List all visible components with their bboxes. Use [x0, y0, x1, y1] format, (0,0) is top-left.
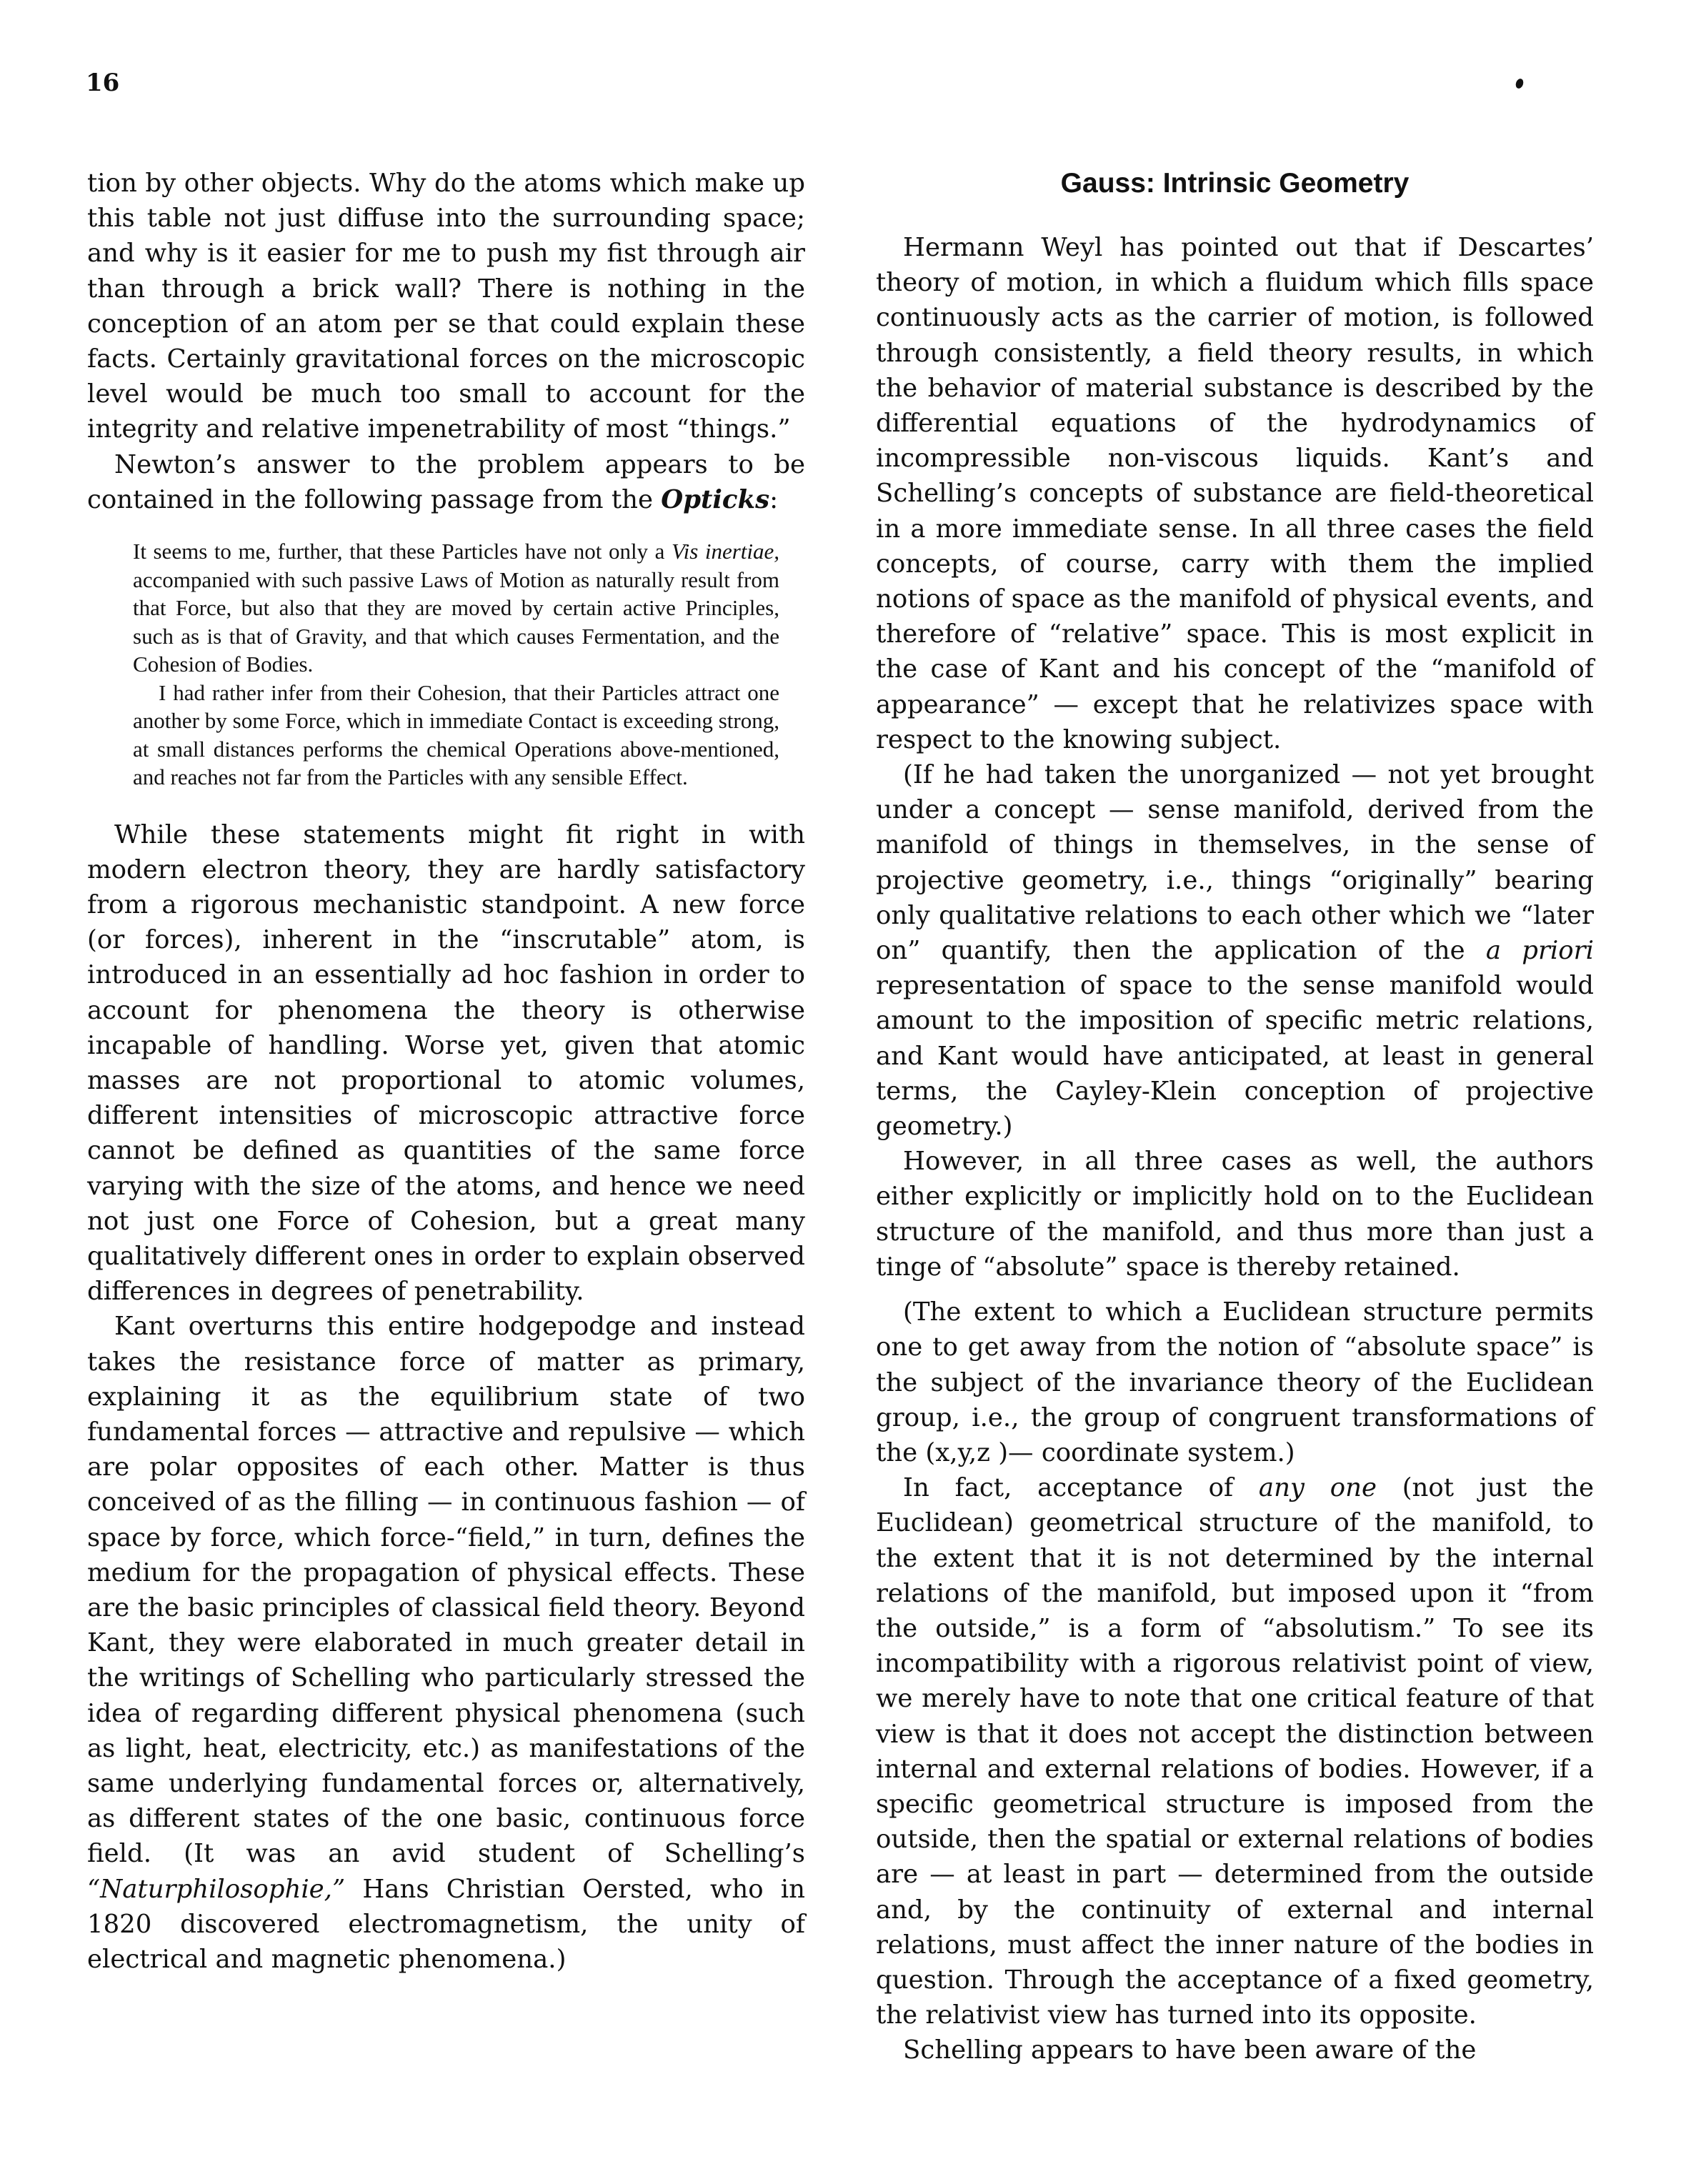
paragraph-kant-field: [87, 1309, 805, 1977]
ink-mark: [1515, 78, 1525, 90]
quotation-text: accompanied with such passive Laws of Motion as naturally result from that Force, but also that they are moved by certain active Principles, such as is that of Gravity, and that which causes Fermentation, and the Cohesion of Bodies.: [133, 567, 779, 677]
section-heading: Gauss: Intrinsic Geometry: [1060, 168, 1410, 199]
absolutism-text: In fact, acceptance of: [903, 1473, 1259, 1503]
paragraph-euclidean-structure: However, in all three cases as well, the authors either explicitly or implicitly hold on to the Euclidean structure of the manifold, and thus more than just a tinge of “absolute” space is thereby retained.: [876, 1147, 1594, 1282]
kant-paragraph-text: Hans Christian Oersted, who in 1820 discovered electromagnetism, the unity of electrical and magnetic phenomena.): [87, 1874, 805, 1975]
quotation-paragraph-2: I had rather infer from their Cohesion, that their Particles attract one another by some Force, which in immediate Contact is exceeding strong, at small distances performs the chemical Operations above-mentioned, and reaches not far from the Particles with any sensible Effect.: [133, 679, 779, 790]
opticks-title: Opticks: [661, 484, 770, 514]
paragraph-sense-manifold: [876, 757, 1594, 1144]
quotation-text: It seems to me, further, that these Particles have not only a: [133, 539, 672, 564]
page-number: 16: [86, 69, 120, 97]
kant-paragraph-text: Kant overturns this entire hodgepodge and instead takes the resistance force of matter as primary, explaining it as the equilibrium state of two fundamental forces — attractive and repulsive — which are polar opposites of each other. Matter is thus conceived of as the filling — in continuous fashion — of space by force, which force-“field,” in turn, defines the medium for the propagation of physical effects. These are the basic principles of classical field theory. Beyond Kant, they were elaborated in much greater detail in the writings of Schelling who particularly stressed the idea of regarding different physical phenomena (such as light, heat, electricity, etc.) as manifestations of the same underlying fundamental forces or, alternatively, as different states of the one basic, continuous force field. (It was an avid student of Schelling’s: [87, 1312, 805, 1869]
paragraph-absolutism: [876, 1470, 1594, 2033]
paragraph-electron-theory: While these statements might fit right in with modern electron theory, they are hardly satisfactory from a rigorous mechanistic standpoint. A new force (or forces), inherent in the “inscrutable” atom, is introduced in an essentially ad hoc fashion in order to account for phenomena the theory is otherwise incapable of handling. Worse yet, given that atomic masses are not proportional to atomic volumes, different intensities of microscopic attractive force cannot be defined as quantities of the same force varying with the size of the atoms, and hence we need not just one Force of Cohesion, but a great many qualitatively different ones in order to explain observed differences in degrees of penetrability.: [87, 819, 805, 1307]
newton-answer-lead: Newton’s answer to the problem appears to be contained in the following passage from the: [87, 449, 805, 514]
opticks-quotation: [133, 537, 779, 792]
paragraph-atoms: tion by other objects. Why do the atoms which make up this table not just diffuse into the surrounding space; and why is it easier for me to push my fist through air than through a brick wall? There is nothing in the conception of an atom per se that could explain these facts. Certainly gravitational forces on the microscopic level would be much too small to account for the integrity and relative impenetrability of most “things.”: [87, 169, 805, 444]
vis-inertiae-term: Vis inertiae,: [671, 539, 779, 564]
newton-answer-tail: :: [769, 484, 779, 514]
paragraph-schelling: Schelling appears to have been aware of the: [903, 2035, 1477, 2065]
left-column: [87, 166, 805, 1977]
a-priori-term: a priori: [1485, 936, 1594, 966]
sense-manifold-text: representation of space to the sense manifold would amount to the imposition of specific metric relations, and Kant would have anticipated, at least in general terms, the Cayley-Klein conception of projective geometry.): [876, 971, 1594, 1142]
paragraph-newton-answer: [87, 447, 805, 517]
sense-manifold-text: (If he had taken the unorganized — not yet brought under a concept — sense manifold, derived from the manifold of things in themselves, in the sense of projective geometry, i.e., things “originally” bearing only qualitative relations to each other which we “later on” quantify, then the application of the: [876, 760, 1594, 966]
absolutism-text: (not just the Euclidean) geometrical structure of the manifold, to the extent that it is not determined by the internal relations of the manifold, but imposed upon it “from the outside,” is a form of “absolutism.” To see its incompatibility with a rigorous relativist point of view, we merely have to note that one critical feature of that view is that it does not accept the distinction between internal and external relations of bodies. However, if a specific geometrical structure is imposed from the outside, then the spatial or external relations of bodies are — at least in part — determined from the outside and, by the continuity of external and internal relations, must affect the inner nature of the bodies in question. Through the acceptance of a fixed geometry, the relativist view has turned into its opposite.: [876, 1473, 1594, 2030]
paragraph-invariance-theory: (The extent to which a Euclidean structure permits one to get away from the notion of “absolute space” is the subject of the invariance theory of the Euclidean group, i.e., the group of congruent transformations of the (x,y,z )— coordinate system.): [876, 1297, 1594, 1467]
naturphilosophie-title: “Naturphilosophie,”: [87, 1874, 346, 1904]
right-column: [876, 166, 1594, 2068]
any-one-term: any one: [1258, 1473, 1377, 1503]
quotation-paragraph-1: [133, 537, 779, 679]
paragraph-weyl: Hermann Weyl has pointed out that if Descartes’ theory of motion, in which a fluidum which fills space continuously acts as the carrier of motion, is followed through consistently, a field theory results, in which the behavior of material substance is described by the differential equations of the hydrodynamics of incompressible non-viscous liquids. Kant’s and Schelling’s concepts of substance are field-theoretical in a more immediate sense. In all three cases the field concepts, of course, carry with them the implied notions of space as the manifold of physical events, and therefore of “relative” space. This is most explicit in the case of Kant and his concept of the “manifold of appearance” — except that he relativizes space with respect to the knowing subject.: [876, 233, 1594, 754]
